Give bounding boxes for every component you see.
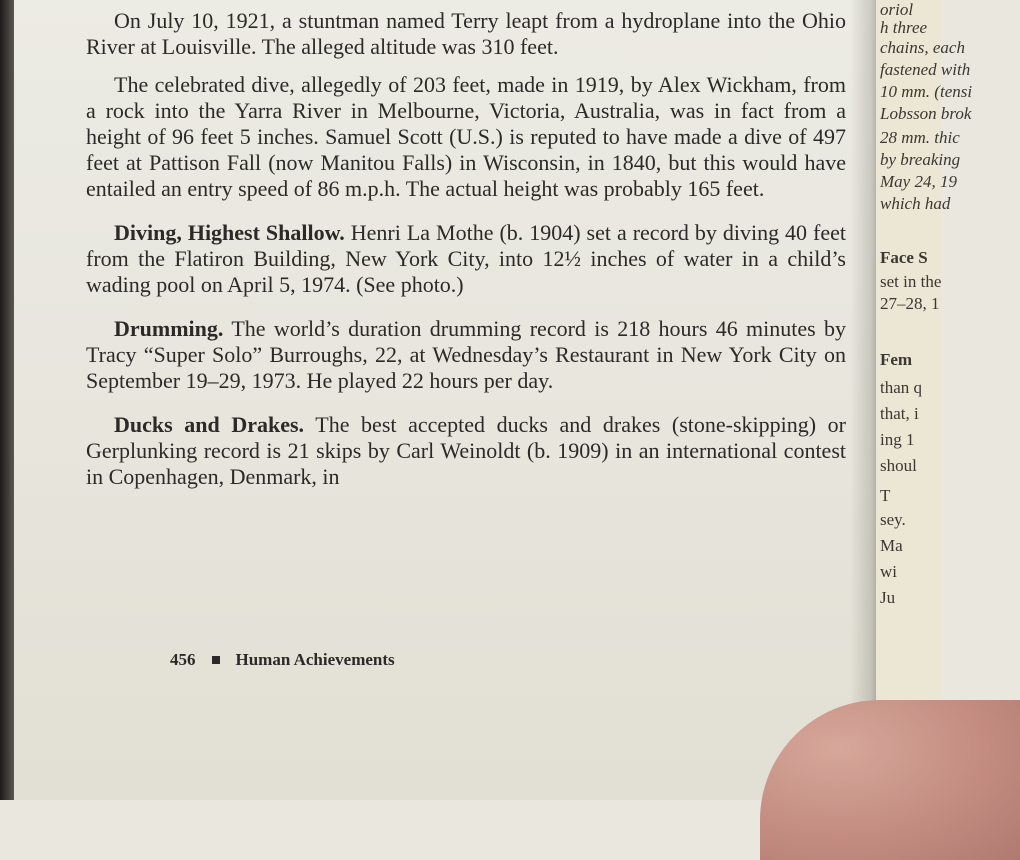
next-page-line: wi (880, 562, 897, 581)
next-page-line: 27–28, 1 (880, 294, 940, 313)
next-page-line: Ju (880, 588, 896, 607)
entry-text: The best accepted ducks and drakes (stone-skipping) or Gerplunking record is 21 skips by Carl Weinoldt (b. 1909) in an international contest in Copenhagen, Denmark, in (86, 412, 847, 489)
next-page-line: h three (880, 18, 928, 37)
next-page-edge (876, 0, 973, 800)
paragraph-text: The celebrated dive, allegedly of 203 feet, made in 1919, by Alex Wickham, from a rock into the Yarra River in Melbourne, Victoria, Australia, was in fact from a height of 96 feet 5 inches. Samuel Scott (U.S.) is reputed to have made a dive of 497 feet at Pattison Fall (now Manitou Falls) in Wisconsin, in 1840, but this would have entailed an entry speed of 86 m.p.h. The actual height was probably 165 feet. (86, 72, 846, 201)
paragraph-wickham-dive (86, 72, 846, 202)
next-page-line: Ma (880, 536, 903, 555)
section-title: Human Achievements (235, 650, 395, 669)
next-page-line: Face S (880, 248, 928, 267)
next-page-line: Fem (880, 350, 913, 369)
next-page-line: Lobsson brok (880, 104, 972, 123)
entry-heading: Ducks and Drakes. (114, 412, 305, 437)
paragraph-terry-dive (86, 8, 846, 60)
next-page-line: T (880, 486, 891, 505)
entry-diving-highest-shallow (86, 220, 846, 298)
next-page-line: chains, each (880, 38, 965, 57)
thumb-holding-book (760, 700, 1020, 860)
entry-text: Henri La Mothe (b. 1904) set a record by diving 40 feet from the Flatiron Building, New York City, into 12½ inches of water in a child’s wading pool on April 5, 1974. (See photo.) (86, 220, 846, 297)
next-page-line: set in the (880, 272, 942, 291)
next-page-line: May 24, 19 (880, 172, 957, 191)
next-page-line: shoul (880, 456, 917, 475)
next-page-line: fastened with (880, 60, 971, 79)
page-footer (170, 650, 395, 670)
entry-ducks-and-drakes (86, 412, 846, 490)
next-page-line: 10 mm. (tensi (880, 82, 973, 101)
next-page-line: 28 mm. thic (880, 128, 960, 147)
entry-heading: Diving, Highest Shallow. (114, 220, 345, 245)
page-edge-shadow (0, 0, 14, 800)
entry-text: The world’s duration drumming record is 218 hours 46 minutes by Tracy “Super Solo” Burroughs, 22, at Wednesday’s Restaurant in New York City on September 19–29, 1973. He played 22 hours per day. (86, 316, 846, 393)
next-page-line: which had (880, 194, 951, 213)
entry-heading: Drumming. (114, 316, 224, 341)
next-page-line: that, i (880, 404, 919, 423)
main-text-column (86, 8, 846, 502)
next-page-line: by breaking (880, 150, 961, 169)
next-page-line: ing 1 (880, 430, 915, 449)
page-number: 456 (170, 650, 196, 669)
entry-drumming (86, 316, 846, 394)
next-page-line: than q (880, 378, 923, 397)
footer-bullet-icon (212, 656, 220, 664)
next-page-line: oriol (880, 0, 914, 19)
paragraph-text: On July 10, 1921, a stuntman named Terry leapt from a hydroplane into the Ohio River at Louisville. The alleged altitude was 310 feet. (86, 8, 846, 59)
next-page-line: sey. (880, 510, 906, 529)
